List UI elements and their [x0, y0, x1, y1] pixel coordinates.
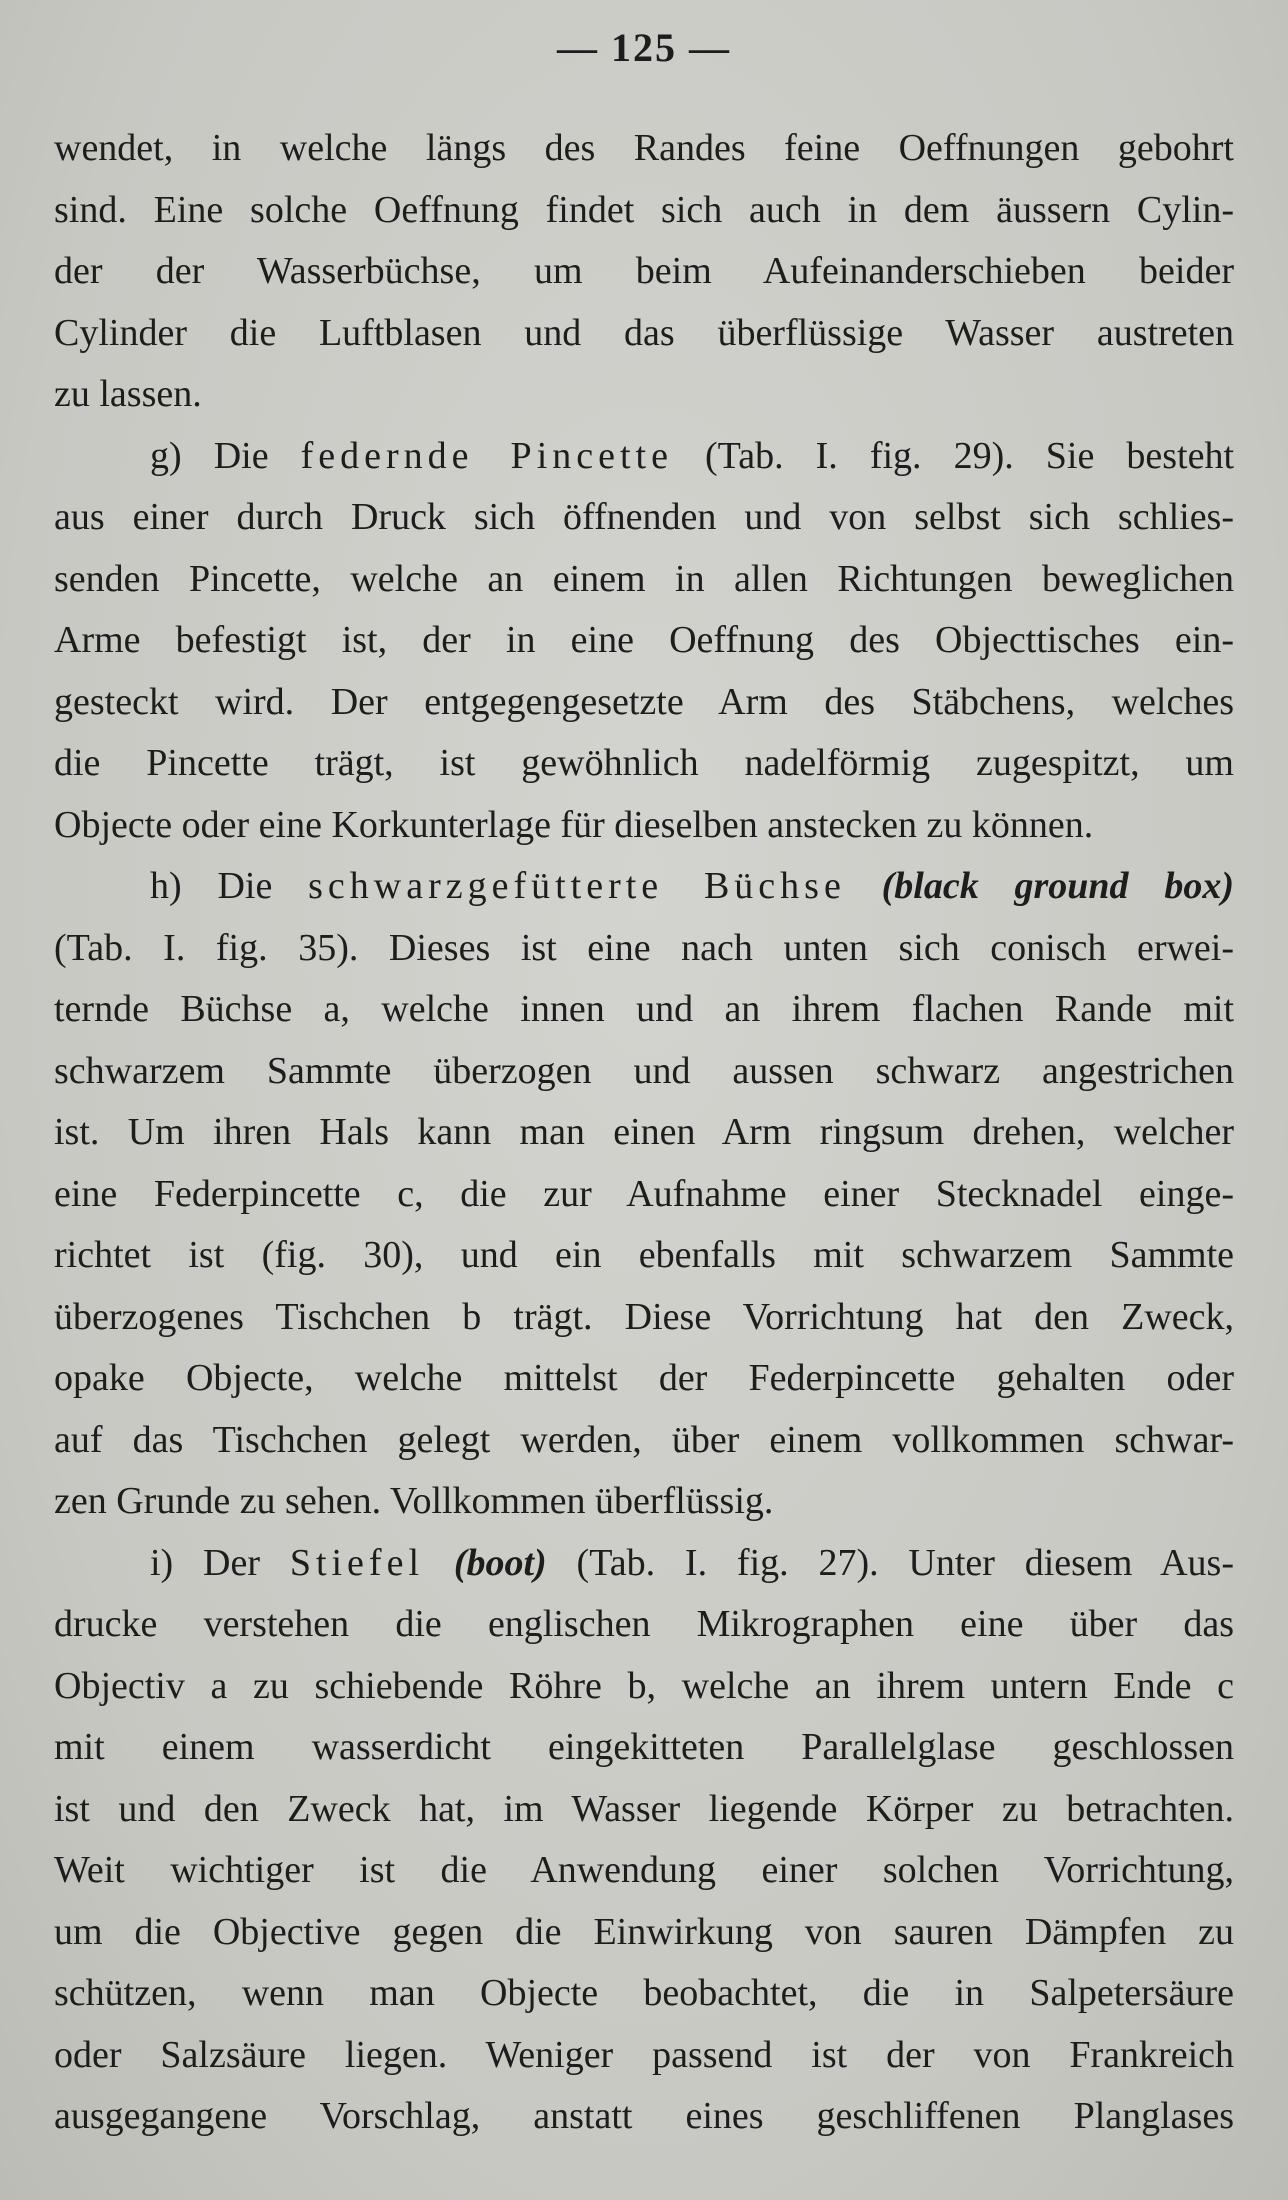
text-line — [54, 1533, 1234, 1595]
text-line: gesteckt wird. Der entgegengesetzte Arm des Stäbchens, welches — [54, 680, 1234, 723]
text-run: (Tab. I. fig. 27). Unter diesem Aus- — [546, 1541, 1234, 1584]
text-line: richtet ist (fig. 30), und ein ebenfalls mit schwarzem Sammte — [54, 1234, 1234, 1276]
item-prefix: g) Die — [150, 434, 301, 477]
text-line: zu lassen. — [54, 373, 202, 415]
english-term: (black ground box) — [881, 865, 1234, 907]
text-line: Objectiv a zu schiebende Röhre b, welche an ihrem untern Ende c — [54, 1664, 1234, 1707]
term-schwarzgefutterte-buchse: schwarzgefütterte Büchse — [308, 865, 846, 907]
text-line: sind. Eine solche Oeffnung findet sich auch in dem äussern Cylin- — [54, 188, 1234, 231]
english-term: (boot) — [453, 1541, 547, 1584]
text-line: der der Wasserbüchse, um beim Aufeinanderschieben beider — [54, 250, 1234, 292]
text-line: um die Objective gegen die Einwirkung von sauren Dämpfen zu — [54, 1910, 1234, 1953]
text-line: auf das Tischchen gelegt werden, über einem vollkommen schwar- — [54, 1418, 1234, 1461]
paragraph-continuation — [54, 118, 1234, 426]
text-line: die Pincette trägt, ist gewöhnlich nadelförmig zugespitzt, um — [54, 742, 1234, 784]
text-line: ternde Büchse a, welche innen und an ihrem flachen Rande mit — [54, 988, 1234, 1030]
text-line: schwarzem Sammte überzogen und aussen schwarz angestrichen — [54, 1049, 1234, 1092]
text-line: überzogenes Tischchen b trägt. Diese Vorrichtung hat den Zweck, — [54, 1295, 1234, 1338]
text-line: Cylinder die Luftblasen und das überflüssige Wasser austreten — [54, 311, 1234, 354]
text-line — [54, 426, 1234, 488]
text-line: opake Objecte, welche mittelst der Federpincette gehalten oder — [54, 1357, 1234, 1399]
paragraph-h-schwarzgefutterte-buchse — [54, 856, 1234, 1533]
paragraph-i-stiefel — [54, 1533, 1234, 2148]
text-line: ist und den Zweck hat, im Wasser liegende Körper zu betrachten. — [54, 1787, 1234, 1830]
text-line: Weit wichtiger ist die Anwendung einer solchen Vorrichtung, — [54, 1849, 1234, 1891]
text-line: senden Pincette, welche an einem in allen Richtungen beweglichen — [54, 557, 1234, 600]
text-line: ausgegangene Vorschlag, anstatt eines geschliffenen Planglases — [54, 2095, 1234, 2137]
item-prefix: i) Der — [150, 1541, 290, 1584]
text-line: oder Salzsäure liegen. Weniger passend ist der von Frankreich — [54, 2033, 1234, 2076]
text-line: Arme befestigt ist, der in eine Oeffnung des Objecttisches ein- — [54, 619, 1234, 661]
text-line: ist. Um ihren Hals kann man einen Arm ringsum drehen, welcher — [54, 1111, 1234, 1153]
text-line — [54, 856, 1234, 918]
text-line: Objecte oder eine Korkunterlage für dieselben anstecken zu können. — [54, 803, 1094, 846]
body-text — [54, 118, 1234, 2148]
paragraph-g-federnde-pincette — [54, 426, 1234, 857]
text-line: aus einer durch Druck sich öffnenden und von selbst sich schlies- — [54, 496, 1234, 538]
text-run: (Tab. I. fig. 29). Sie besteht — [672, 434, 1234, 477]
item-prefix: h) Die — [150, 865, 309, 907]
term-federnde-pincette: federnde Pincette — [300, 434, 673, 477]
term-stiefel: Stiefel — [289, 1541, 425, 1584]
text-line: (Tab. I. fig. 35). Dieses ist eine nach unten sich conisch erwei- — [54, 926, 1234, 969]
text-line: schützen, wenn man Objecte beobachtet, die in Salpetersäure — [54, 1972, 1234, 2014]
text-line: drucke verstehen die englischen Mikrographen eine über das — [54, 1603, 1234, 1645]
text-line: wendet, in welche längs des Randes feine Oeffnungen gebohrt — [54, 127, 1234, 169]
page-number: — 125 — — [557, 25, 731, 70]
text-line: mit einem wasserdicht eingekitteten Parallelglase geschlossen — [54, 1726, 1234, 1768]
text-line: eine Federpincette c, die zur Aufnahme einer Stecknadel einge- — [54, 1172, 1234, 1215]
text-line: zen Grunde zu sehen. Vollkommen überflüssig. — [54, 1480, 774, 1522]
